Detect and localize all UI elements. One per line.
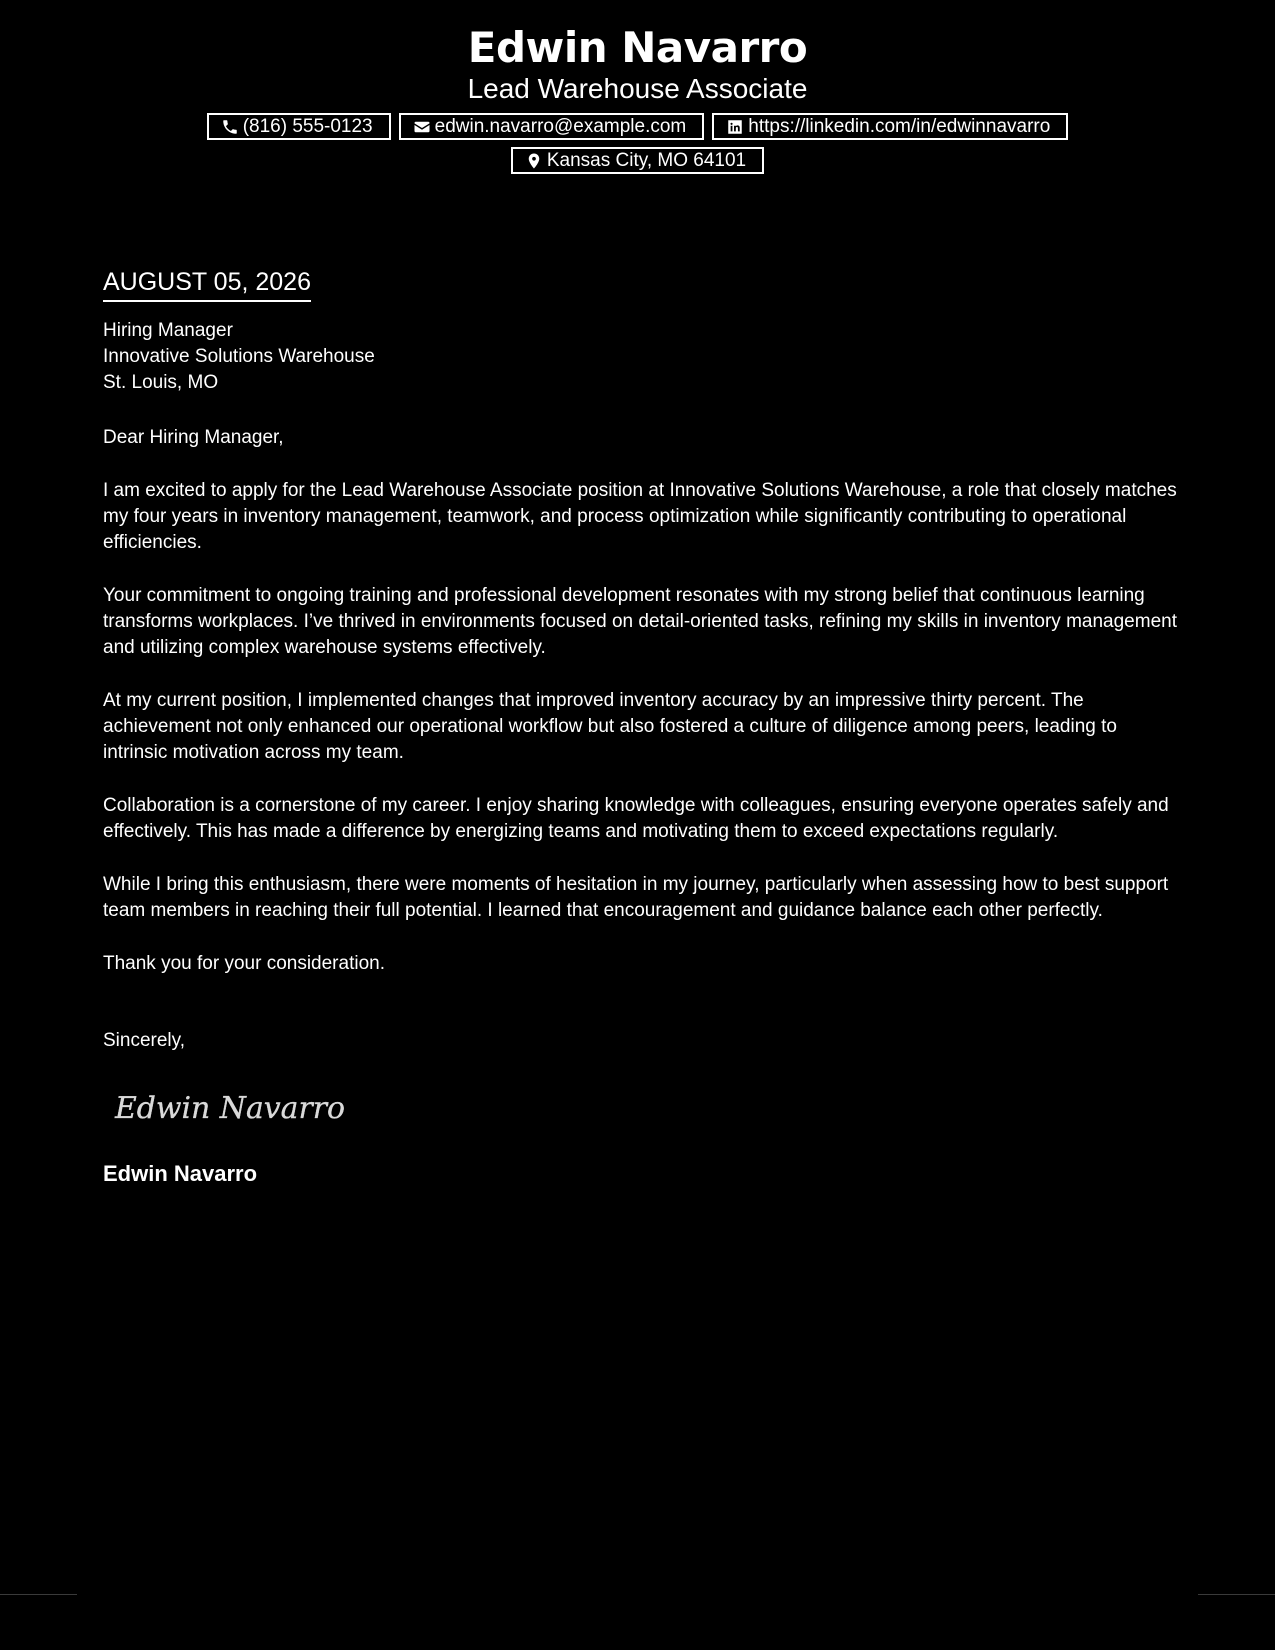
signer-name: Edwin Navarro: [103, 1161, 258, 1186]
linkedin-chip[interactable]: [712, 113, 1068, 140]
linkedin-text: https://linkedin.com/in/edwinnavarro: [748, 115, 1051, 137]
closing: Sincerely,: [103, 1030, 186, 1051]
envelope-icon: [413, 118, 431, 136]
job-title: Lead Warehouse Associate: [467, 73, 808, 104]
body-paragraph: Collaboration is a cornerstone of my career. I enjoy sharing knowledge with colleagues, ensuring everyone operates safely and effectively. This has made a difference by energizing teams and motivating them to exceed expectations regularly.: [103, 795, 1169, 842]
contact-row-primary: [0, 113, 1275, 140]
linkedin-icon: [726, 118, 744, 136]
letter-header: [0, 22, 1275, 174]
footer-divider-right: [1198, 1594, 1275, 1595]
recipient-line: St. Louis, MO: [103, 372, 219, 393]
phone-text: (816) 555-0123: [242, 115, 373, 137]
applicant-name: Edwin Navarro: [467, 23, 808, 72]
letter-body: [103, 264, 1183, 1188]
contact-row-secondary: [0, 147, 1275, 174]
phone-icon: [221, 118, 239, 136]
body-paragraph: While I bring this enthusiasm, there were moments of hesitation in my journey, particularly when assessing how to best support team members in reaching their full potential. I learned that encouragement and guidance balance each other perfectly.: [103, 874, 1169, 921]
footer-divider-left: [0, 1594, 77, 1595]
recipient-block: [103, 318, 1183, 396]
location-text: Kansas City, MO 64101: [546, 149, 747, 171]
map-marker-icon: [525, 152, 543, 170]
letter-date: AUGUST 05, 2026: [103, 264, 311, 302]
recipient-line: Innovative Solutions Warehouse: [103, 346, 375, 367]
email-text: edwin.navarro@example.com: [434, 115, 687, 137]
thanks-line: Thank you for your consideration.: [103, 953, 385, 974]
recipient-line: Hiring Manager: [103, 320, 233, 341]
greeting: Dear Hiring Manager,: [103, 427, 284, 448]
body-paragraph: I am excited to apply for the Lead Warehouse Associate position at Innovative Solutions Warehouse, a role that closely matches my four years in inventory management, teamwork, and process optimization while significantly contributing to operational efficiencies.: [103, 480, 1177, 553]
location-chip[interactable]: [511, 147, 764, 174]
phone-chip[interactable]: [207, 113, 391, 140]
signature-script: Edwin Navarro: [114, 1091, 346, 1126]
body-paragraph: Your commitment to ongoing training and professional development resonates with my strong belief that continuous learning transforms workplaces. I’ve thrived in environments focused on detail-oriented tasks, refining my skills in inventory management and utilizing complex warehouse systems effectively.: [103, 585, 1177, 658]
email-chip[interactable]: [399, 113, 705, 140]
handwritten-signature: [113, 1082, 353, 1130]
body-paragraph: At my current position, I implemented changes that improved inventory accuracy by an impressive thirty percent. The achievement not only enhanced our operational workflow but also fostered a culture of diligence among peers, leading to intrinsic motivation across my team.: [103, 690, 1117, 763]
